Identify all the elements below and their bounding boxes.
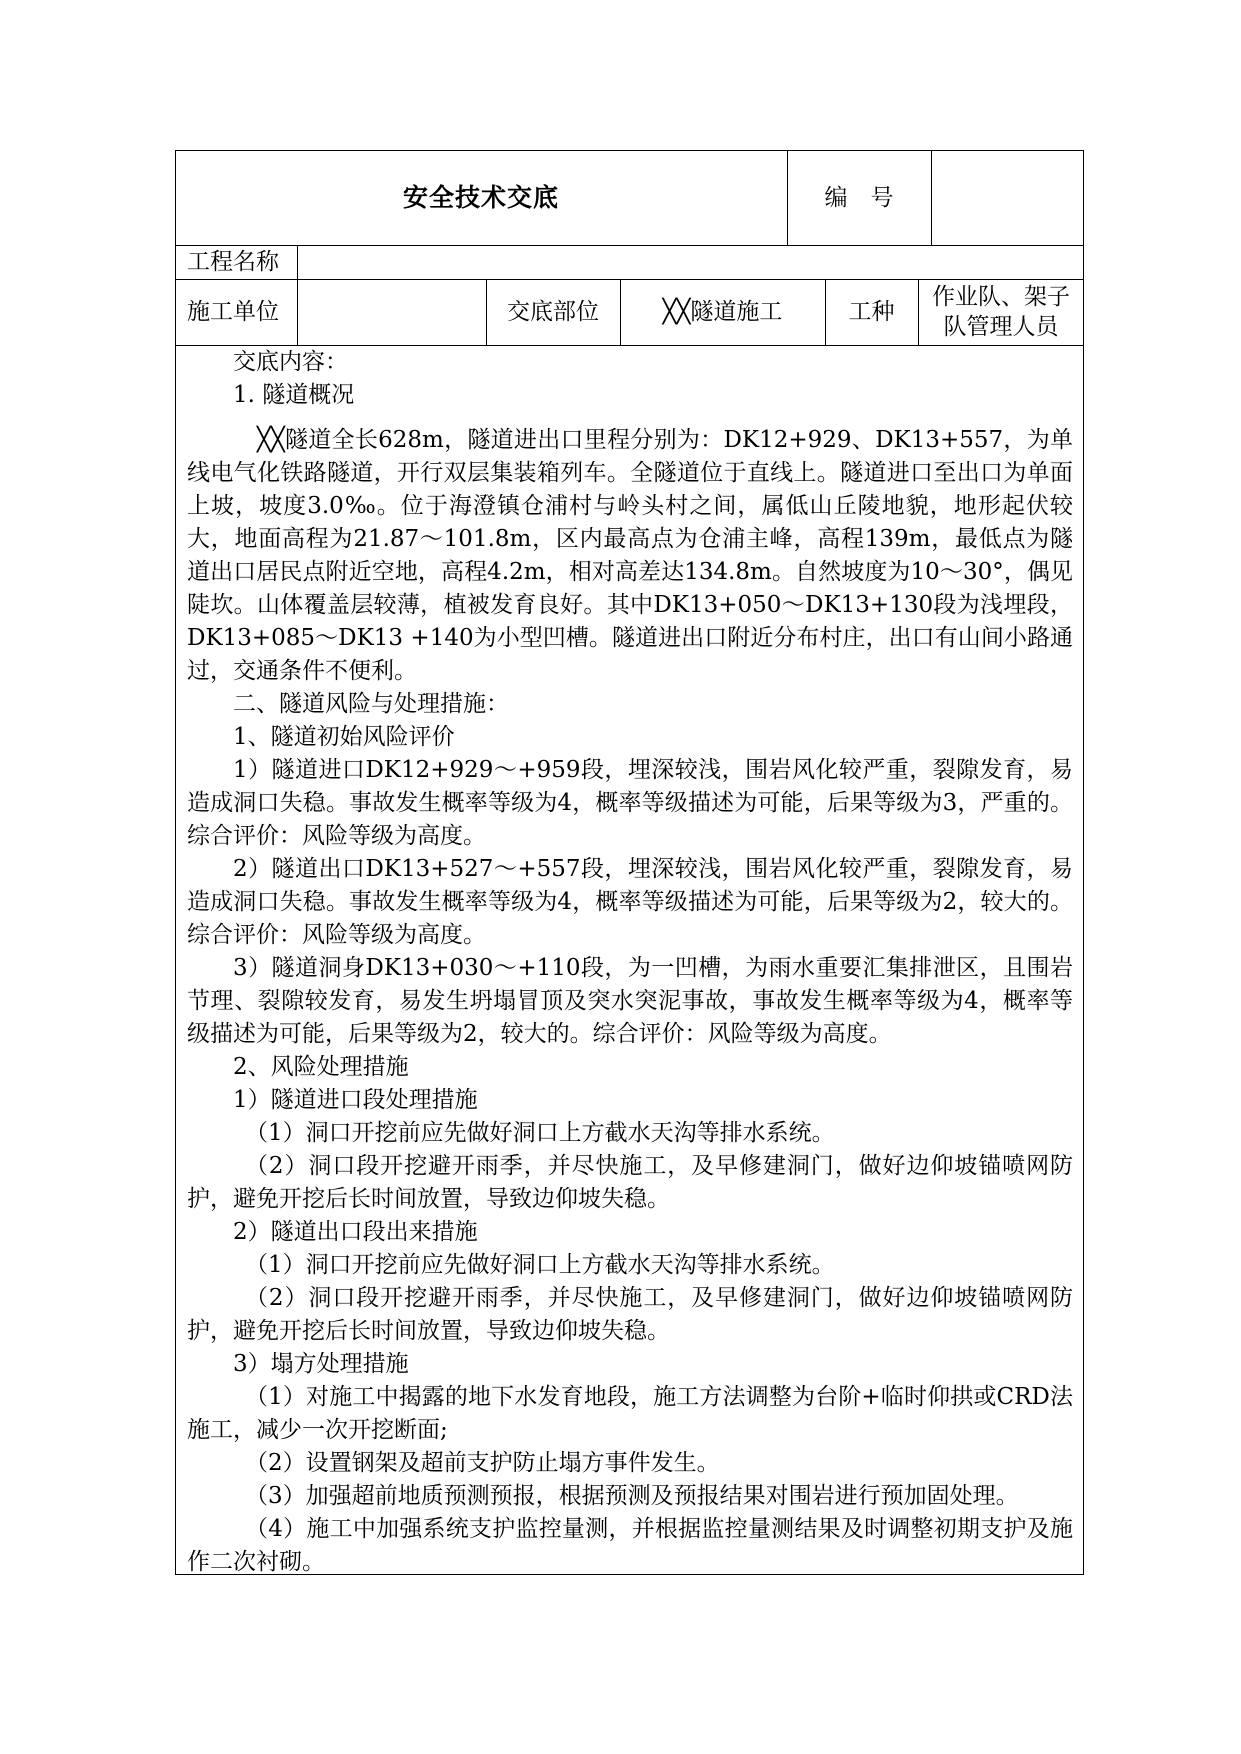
risk-item-2: 2）隧道出口DK13+527～+557段，埋深较浅，围岩风化较严重，裂隙发育，易造成洞口失稳。事故发生概率等级为4，概率等级描述为可能，后果等级为2，较大的。综合评价：风险等级为高度。: [187, 856, 1073, 948]
exit-measure-2: （2）洞口段开挖避开雨季，并尽快施工，及早修建洞门，做好边仰坡锚喷网防护，避免开挖后长时间放置，导致边仰坡失稳。: [187, 1285, 1073, 1344]
entrance-measures-title: 1）隧道进口段处理措施: [233, 1087, 478, 1113]
content-intro: 交底内容：: [233, 349, 348, 375]
risk-measures-title: 2、风险处理措施: [233, 1054, 409, 1080]
collapse-measure-3: （3）加强超前地质预测预报，根据预测及预报结果对围岩进行预加固处理。: [245, 1483, 1019, 1509]
risk-item-1: 1）隧道进口DK12+929～+959段，埋深较浅，围岩风化较严重，裂隙发育，易造成洞口失稳。事故发生概率等级为4，概率等级描述为可能，后果等级为3，严重的。综合评价：风险等级为高度。: [187, 757, 1073, 849]
construction-unit-value: [297, 279, 486, 345]
risk-item-3: 3）隧道洞身DK13+030～+110段，为一凹槽，为雨水重要汇集排泄区，且围岩节理、裂隙较发育，易发生坍塌冒顶及突水突泥事故，事故发生概率等级为4，概率等级描述为可能，后果等级为2，较大的。综合评价：风险等级为高度。: [187, 955, 1073, 1047]
collapse-measure-4: （4）施工中加强系统支护监控量测，并根据监控量测结果及时调整初期支护及施作二次衬砌。: [187, 1516, 1073, 1575]
project-name-value: [297, 245, 1084, 279]
exit-measure-1: （1）洞口开挖前应先做好洞口上方截水天沟等排水系统。: [245, 1252, 835, 1278]
work-type-value: 作业队、架子队管理人员: [932, 284, 1070, 340]
section-1-title: 1. 隧道概况: [233, 382, 355, 408]
work-type-label: 工种: [848, 299, 895, 325]
risk-evaluation-title: 1、隧道初始风险评价: [233, 724, 455, 750]
section-2-title: 二、隧道风险与处理措施：: [233, 691, 509, 717]
location-label: 交底部位: [507, 299, 599, 325]
disclosure-content: [187, 346, 1073, 1579]
construction-unit-label: 施工单位: [187, 299, 279, 325]
collapse-measure-2: （2）设置钢架及超前支护防止塌方事件发生。: [245, 1450, 720, 1476]
entrance-measure-1: （1）洞口开挖前应先做好洞口上方截水天沟等排水系统。: [245, 1120, 835, 1146]
location-value: ╳╳隧道施工: [662, 299, 783, 325]
project-name-label: 工程名称: [187, 249, 279, 275]
number-value: [931, 150, 1084, 245]
collapse-measures-title: 3）塌方处理措施: [233, 1351, 409, 1377]
entrance-measure-2: （2）洞口段开挖避开雨季，并尽快施工，及早修建洞门，做好边仰坡锚喷网防护，避免开挖后长时间放置，导致边仰坡失稳。: [187, 1153, 1073, 1212]
collapse-measure-1: （1）对施工中揭露的地下水发育地段，施工方法调整为台阶+临时仰拱或CRD法施工，减少一次开挖断面;: [187, 1384, 1073, 1443]
exit-measures-title: 2）隧道出口段出来措施: [233, 1219, 478, 1245]
form-title: 安全技术交底: [402, 182, 559, 212]
number-label: 编 号: [824, 184, 894, 211]
section-1-body: ╳╳隧道全长628m，隧道进出口里程分别为：DK12+929、DK13+557，为单线电气化铁路隧道，开行双层集装箱列车。全隧道位于直线上。隧道进口至出口为单面上坡，坡度3.0‰。位于海澄镇仓浦村与岭头村之间，属低山丘陵地貌，地形起伏较大，地面高程为21.87～101.8m，区内最高点为仓浦主峰，高程139m，最低点为隧道出口居民点附近空地，高程4.2m，相对高差达134.8m。自然坡度为10～30°，偶见陡坎。山体覆盖层较薄，植被发育良好。其中DK13+050～DK13+130段为浅埋段，DK13+085～DK13 +140为小型凹槽。隧道进出口附近分布村庄，出口有山间小路通过，交通条件不便利。: [187, 427, 1073, 684]
